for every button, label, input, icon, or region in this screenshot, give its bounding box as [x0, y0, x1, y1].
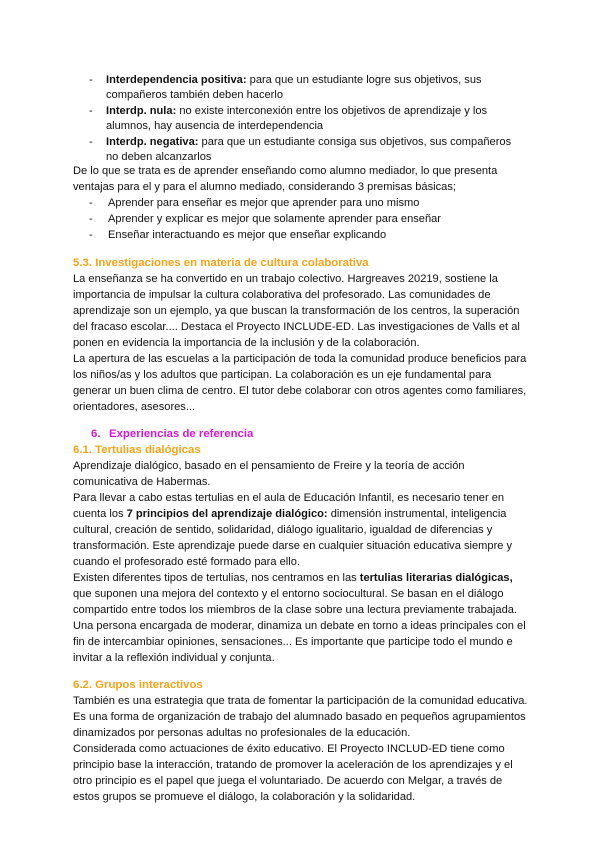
paragraph-line: fin de intercambiar opiniones, sensaciones... Es importante que participe todo el mundo e [73, 636, 513, 648]
list-item: Interdp. nula: no existe interconexión entre los objetivos de aprendizaje y los [106, 105, 488, 117]
paragraph-line: compartido entre todos los miembros de la clase sobre una lectura previamente trabajada. [73, 604, 517, 616]
paragraph-line: cultural, creación de sentido, solidaridad, diálogo igualitario, igualdad de diferencias y [73, 524, 493, 536]
paragraph-line: De lo que se trata es de aprender enseñando como alumno mediador, lo que presenta [73, 165, 498, 177]
paragraph-line: Es una forma de organización de trabajo del alumnado basado en pequeños agrupamientos [73, 711, 526, 723]
list-item: Interdp. negativa: para que un estudiante consiga sus objetivos, sus compañeros [106, 136, 512, 148]
paragraph-line: Aprendizaje dialógico, basado en el pensamiento de Freire y la teoría de acción [73, 460, 465, 472]
paragraph-line: comunicativa de Habermas. [73, 476, 211, 488]
paragraph-line: Considerada como actuaciones de éxito educativo. El Proyecto INCLUD-ED tiene como [73, 743, 505, 755]
paragraph-line: que suponen una mejora del contexto y el entorno sociocultural. Se basan en el diálogo [73, 588, 504, 600]
paragraph-line: transformación. Este aprendizaje puede darse en cualquier situación educativa siempre y [73, 540, 513, 552]
paragraph-line: invitar a la reflexión individual y conjunta. [73, 652, 275, 664]
list-dash: - [89, 136, 93, 148]
paragraph-line: La apertura de las escuelas a la participación de toda la comunidad produce beneficios para [73, 353, 527, 365]
paragraph-line: ventajas para el y para el alumno mediado, considerando 3 premisas básicas; [73, 181, 456, 193]
section-heading-6-1: 6.1. Tertulias dialógicas [73, 444, 201, 456]
paragraph-line: importancia de impulsar la cultura colaborativa del profesorado. Las comunidades de [73, 289, 491, 301]
section-heading-6: Experiencias de referencia [109, 428, 254, 440]
paragraph-line: dinamizados por personas adultas no profesionales de la educación. [73, 727, 411, 739]
list-item-cont: alumnos, hay ausencia de interdependencia [106, 120, 324, 132]
list-dash: - [89, 105, 93, 117]
paragraph-line: cuenta los 7 principios del aprendizaje dialógico: dimensión instrumental, inteligencia [73, 508, 507, 520]
paragraph-line: ponen en evidencia la importancia de la inclusión y de la colaboración. [73, 337, 420, 349]
paragraph-line: orientadores, asesores... [73, 401, 196, 413]
list-dash: - [89, 197, 93, 209]
paragraph-line: aprendizaje son un ejemplo, ya que buscan la transformación de los centros, la superación [73, 305, 520, 317]
paragraph-line: otro principio es el papel que juega el voluntariado. De acuerdo con Melgar, a través de [73, 775, 503, 787]
section-heading-6-2: 6.2. Grupos interactivos [73, 679, 203, 691]
paragraph-line: Para llevar a cabo estas tertulias en el aula de Educación Infantil, es necesario tener en [73, 492, 505, 504]
list-item-cont: no deben alcanzarlos [106, 151, 212, 163]
list-dash: - [89, 229, 93, 241]
paragraph-line: La enseñanza se ha convertido en un trabajo colectivo. Hargreaves 20219, sostiene la [73, 273, 498, 285]
paragraph-line: generar un buen clima de centro. El tutor debe colaborar con otros agentes como familiares, [73, 385, 527, 397]
paragraph-line: También es una estrategia que trata de fomentar la participación de la comunidad educativa. [73, 695, 528, 707]
paragraph-line: principio base la interacción, tratando de promover la aceleración de los aprendizajes y el [73, 759, 513, 771]
list-item: Interdependencia positiva: para que un estudiante logre sus objetivos, sus [106, 74, 482, 86]
list-item: Aprender para enseñar es mejor que aprender para uno mismo [108, 197, 420, 209]
list-dash: - [89, 74, 93, 86]
paragraph-line: los niños/as y los adultos que participan. La colaboración es un eje fundamental para [73, 369, 492, 381]
paragraph-line: cuando el profesorado esté formado para ello. [73, 556, 300, 568]
list-item-cont: compañeros también deben hacerlo [106, 89, 283, 101]
section-number-6: 6. [91, 428, 101, 440]
paragraph-line: Una persona encargada de moderar, dinamiza un debate en torno a ideas principales con el [73, 620, 526, 632]
list-dash: - [89, 213, 93, 225]
paragraph-line: Existen diferentes tipos de tertulias, nos centramos en las tertulias literarias dialógicas, [73, 572, 513, 584]
paragraph-line: del fracaso escolar.... Destaca el Proyecto INCLUDE-ED. Las investigaciones de Valls et al [73, 321, 520, 333]
paragraph-line: estos grupos se promueve el diálogo, la colaboración y la solidaridad. [73, 791, 416, 803]
section-heading-5-3: 5.3. Investigaciones en materia de cultura colaborativa [73, 257, 369, 269]
list-item: Aprender y explicar es mejor que solamente aprender para enseñar [108, 213, 442, 225]
list-item: Enseñar interactuando es mejor que enseñar explicando [108, 229, 387, 241]
